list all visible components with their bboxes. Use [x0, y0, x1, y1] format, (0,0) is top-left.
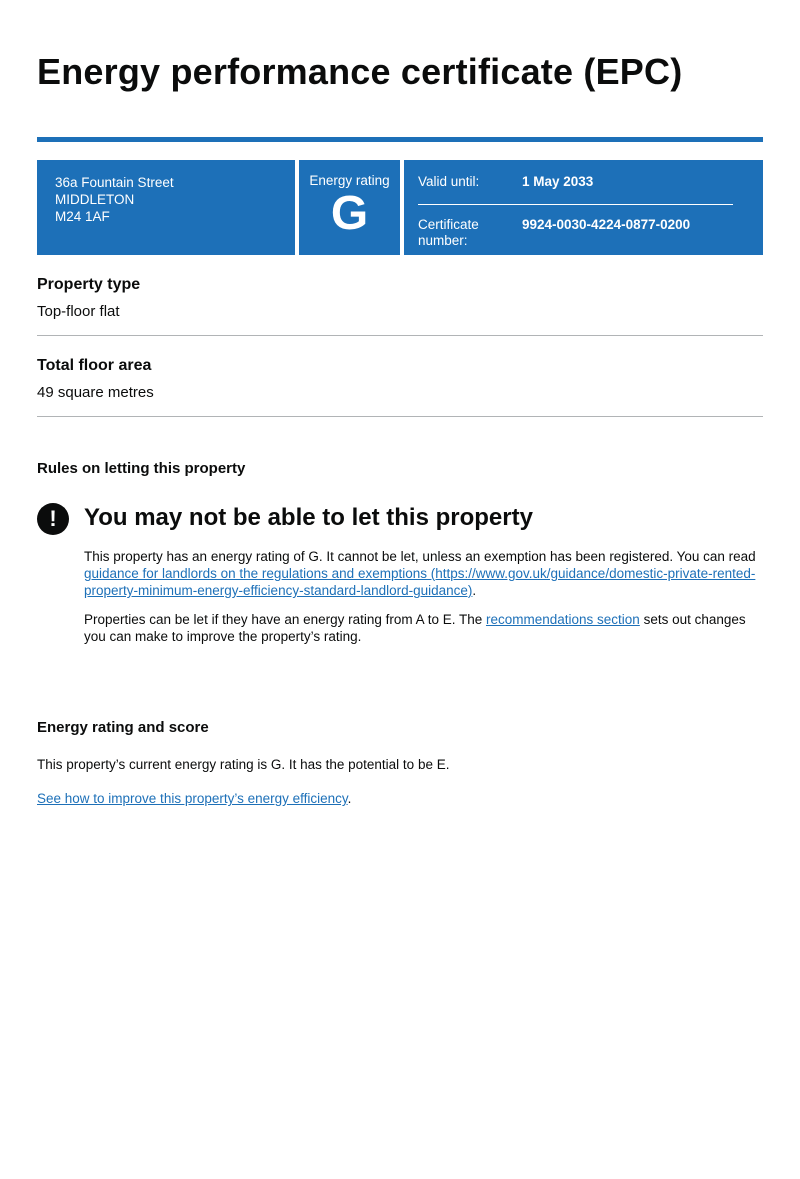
valid-until-label: Valid until:: [418, 174, 480, 189]
improve-efficiency-link[interactable]: See how to improve this property’s energy efficiency: [37, 791, 348, 806]
section-divider: [37, 416, 763, 417]
energy-rating-box: [299, 160, 400, 255]
rules-section-heading: Rules on letting this property: [37, 460, 246, 477]
address-line-2: MIDDLETON: [55, 192, 135, 207]
recommendations-section-link[interactable]: recommendations section: [485, 612, 640, 627]
letting-warning-heading: You may not be able to let this property: [84, 504, 533, 531]
improve-efficiency-line: [37, 790, 763, 807]
address-line-1: 36a Fountain Street: [55, 175, 174, 190]
letting-paragraph-1: [84, 548, 763, 599]
property-address: [37, 160, 295, 255]
title-divider-rule: [37, 137, 763, 142]
section-divider: [37, 335, 763, 336]
letting-paragraph-2-text: Properties can be let if they have an energy rating from A to E. The: [84, 612, 486, 627]
energy-rating-value: G: [330, 187, 369, 240]
energy-rating-score-heading: Energy rating and score: [37, 719, 209, 736]
epc-document: [0, 48, 800, 807]
energy-rating-label: Energy rating: [309, 173, 390, 188]
property-type-heading: Property type: [37, 276, 141, 293]
epc-summary-banner: [37, 160, 763, 255]
page-title: Energy performance certificate (EPC): [37, 51, 683, 92]
letting-paragraph-2-end: sets out changes you can make to improve the property’s rating.: [84, 612, 746, 644]
improve-efficiency-line-end: .: [347, 791, 352, 806]
rating-summary-sentence: This property’s current energy rating is G. It has the potential to be E.: [37, 757, 450, 772]
letting-paragraph-1-text: This property has an energy rating of G. It cannot be let, unless an exemption has been registered. You can read: [84, 549, 756, 564]
certificate-number-label: Certificate number:: [418, 217, 479, 248]
property-type-value: Top-floor flat: [37, 303, 120, 320]
letting-warning-content: [84, 503, 763, 645]
letting-paragraph-2: [84, 611, 763, 645]
valid-until-value: 1 May 2033: [522, 174, 594, 189]
valid-until-row: [418, 174, 763, 190]
certificate-number-row: [418, 217, 763, 249]
certificate-meta-box: [404, 160, 763, 255]
letting-paragraph-1-end: .: [472, 583, 477, 598]
banner-meta-divider: [418, 204, 733, 205]
exclamation-icon: !: [37, 503, 69, 535]
landlord-guidance-link[interactable]: guidance for landlords on the regulations and exemptions (https://www.gov.uk/guidance/domestic-private-rented-property-minimum-energy-efficiency-standard-landlord-guidance): [84, 566, 756, 598]
floor-area-heading: Total floor area: [37, 357, 152, 374]
floor-area-value: 49 square metres: [37, 384, 154, 401]
letting-warning: [37, 503, 763, 645]
address-line-3: M24 1AF: [55, 209, 110, 224]
certificate-number-value: 9924-0030-4224-0877-0200: [522, 217, 691, 232]
